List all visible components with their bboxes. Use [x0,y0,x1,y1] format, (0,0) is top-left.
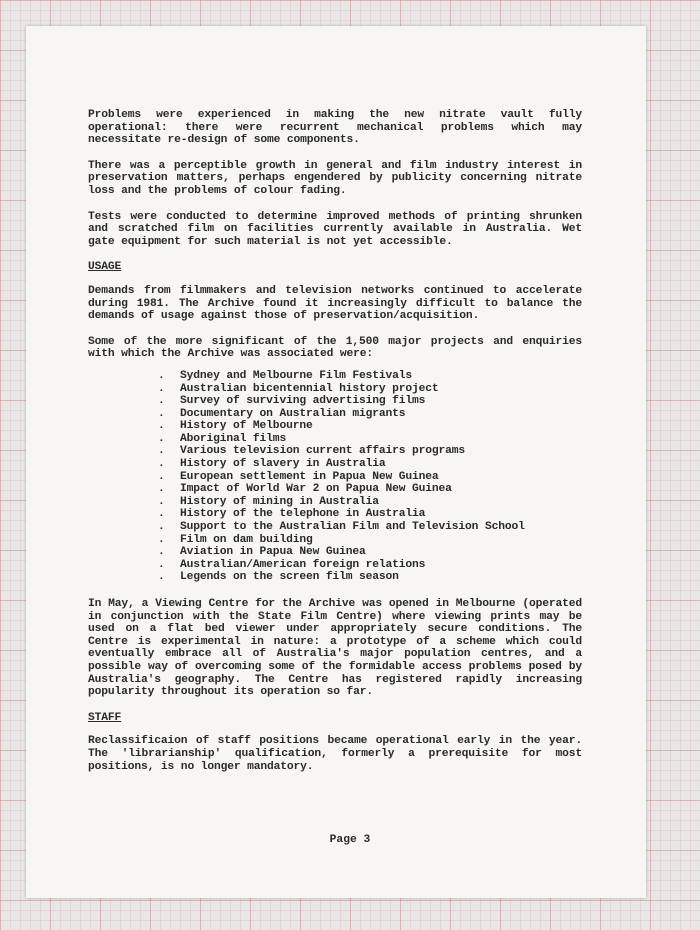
list-item [158,445,582,458]
list-item-label: Documentary on Australian migrants [180,407,406,420]
list-item [158,483,582,496]
bullet-mark: . [158,470,165,483]
page-number: Page 3 [329,834,371,846]
bullet-mark: . [158,382,165,395]
list-item-label: Australian bicentennial history project [180,382,439,395]
paragraph-nitrate-vault: Problems were experienced in making the new nitrate vault fully operational: there were recurrent mechanical problems which may necessitate re-design of some components. [88,109,582,147]
list-item [158,471,582,484]
bullet-mark: . [158,458,165,471]
list-item-label: History of mining in Australia [180,495,379,508]
bullet-mark: . [158,533,165,546]
list-item-label: Film on dam building [180,533,313,546]
bullet-mark: . [158,395,165,408]
list-item [158,458,582,471]
paragraph-staff: Reclassificaion of staff positions became operational early in the year. The 'librarianship' qualification, formerly a prerequisite for most positions, is no longer mandatory. [88,735,582,773]
list-item-label: History of the telephone in Australia [180,508,426,521]
list-item-label: History of Melbourne [180,420,313,433]
paragraph-preservation-interest: There was a perceptible growth in general and film industry interest in preservation matters, perhaps engendered by publicity concerning nitrate loss and the problems of colour fading. [88,159,582,197]
list-item-label: Sydney and Melbourne Film Festivals [180,369,413,382]
list-item [158,508,582,521]
list-item-label: Support to the Australian Film and Television School [180,521,525,534]
list-item-label: Various television current affairs programs [180,445,466,458]
paragraph-printing-tests: Tests were conducted to determine improved methods of printing shrunken and scratched film on facilities currently available in Australia. Wet gate equipment for such material is not yet accessible. [88,210,582,248]
bullet-mark: . [158,521,165,534]
bullet-mark: . [158,558,165,571]
bullet-mark: . [158,407,165,420]
bullet-mark: . [158,546,165,559]
list-item [158,370,582,383]
list-item [158,534,582,547]
list-item [158,571,582,584]
bullet-mark: . [158,495,165,508]
paragraph-viewing-centre: In May, a Viewing Centre for the Archive was opened in Melbourne (operated in conjunction with the State Film Centre) where viewing prints may be used on a flat bed viewer under appropriately secure conditions. The Centre is experimental in nature: a prototype of a scheme which could eventually embrace all of Australia's major population centres, and a possible way of overcoming some of the formidable access problems posed by Australia's geography. The Centre has registered rapidly increasing popularity throughout its operation so far. [88,598,582,699]
list-item-label: Legends on the screen film season [180,571,399,584]
heading-usage: USAGE [88,261,122,274]
list-item [158,408,582,421]
page-text [88,109,582,786]
list-item [158,395,582,408]
bullet-mark: . [158,508,165,521]
bullet-mark: . [158,432,165,445]
projects-list [158,370,582,584]
list-item-label: Aboriginal films [180,432,287,445]
paragraph-projects-intro: Some of the more significant of the 1,500 major projects and enquiries with which the Archive was associated were: [88,335,582,361]
list-item [158,433,582,446]
list-item-label: History of slavery in Australia [180,458,386,471]
list-item [158,383,582,396]
bullet-mark: . [158,369,165,382]
bullet-mark: . [158,420,165,433]
list-item [158,546,582,559]
bullet-mark: . [158,483,165,496]
list-item [158,420,582,433]
list-item-label: Aviation in Papua New Guinea [180,546,366,559]
heading-staff: STAFF [88,711,122,724]
list-item [158,559,582,572]
list-item-label: Survey of surviving advertising films [180,395,426,408]
list-item [158,496,582,509]
paragraph-demands: Demands from filmmakers and television networks continued to accelerate during 1981. The Archive found it increasingly difficult to balance the demands of usage against those of preservation/acquisition. [88,284,582,323]
list-item-label: Australian/American foreign relations [180,558,426,571]
bullet-mark: . [158,445,165,458]
bullet-mark: . [158,571,165,584]
list-item-label: Impact of World War 2 on Papua New Guinea [180,483,452,496]
list-item [158,521,582,534]
list-item-label: European settlement in Papua New Guinea [180,470,439,483]
